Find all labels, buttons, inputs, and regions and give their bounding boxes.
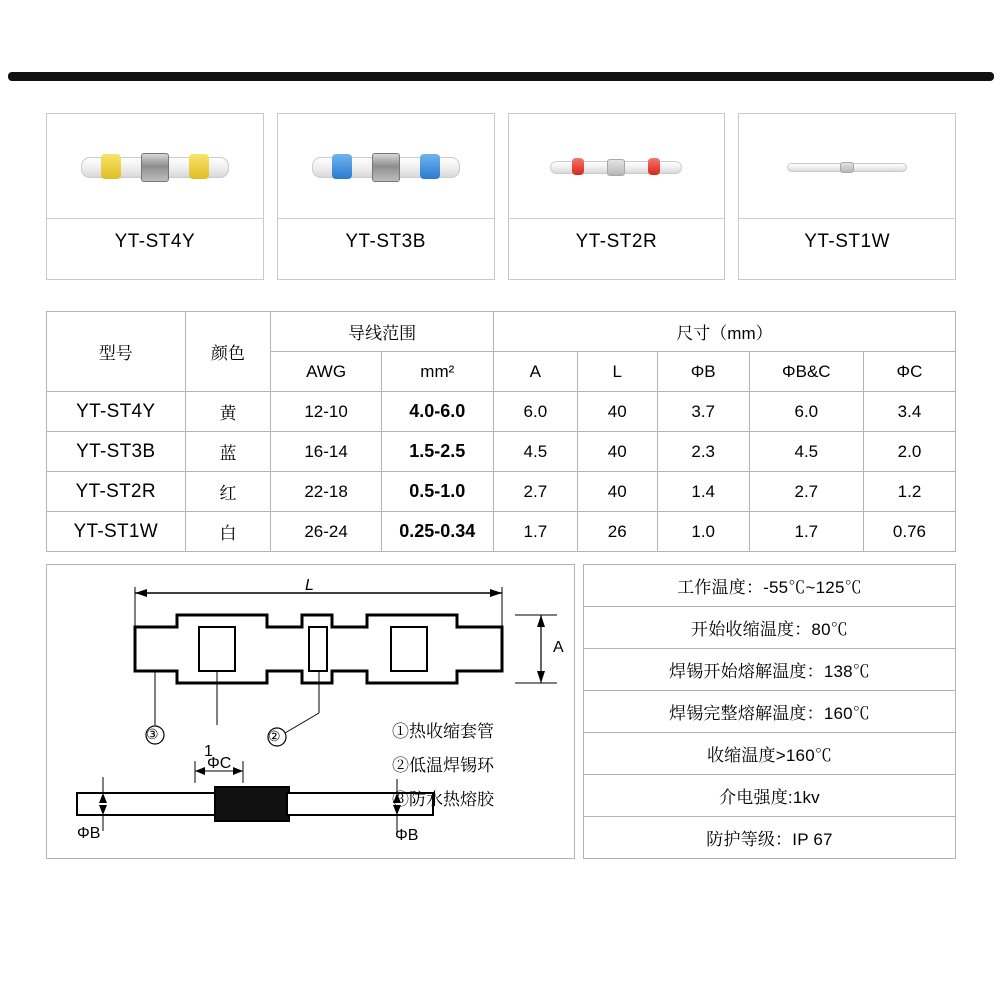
cell-phi-bc: 1.7: [749, 512, 863, 552]
cell-awg: 12-10: [271, 392, 381, 432]
property-row: 焊锡完整熔解温度：160℃: [584, 691, 955, 733]
connector-red-icon: [536, 145, 696, 187]
cell-color: 蓝: [185, 432, 271, 472]
cell-model: YT-ST3B: [47, 432, 186, 472]
cell-l: 40: [577, 472, 657, 512]
cell-awg: 16-14: [271, 432, 381, 472]
cell-color: 白: [185, 512, 271, 552]
properties-list: [583, 564, 956, 859]
cell-phi-bc: 4.5: [749, 432, 863, 472]
table-row: [47, 432, 956, 472]
technical-drawing: [46, 564, 575, 859]
cell-a: 1.7: [493, 512, 577, 552]
dimension-label-phi-b-right: ΦB: [395, 827, 419, 844]
header-a: A: [493, 352, 577, 392]
diagram-legend: [392, 715, 494, 817]
callout-label-2: ②: [268, 728, 281, 744]
cell-phi-c: 2.0: [863, 432, 955, 472]
cell-phi-b: 1.0: [657, 512, 749, 552]
card-divider: [47, 218, 263, 219]
cell-a: 4.5: [493, 432, 577, 472]
table-row: [47, 472, 956, 512]
header-phi-bc: ΦB&C: [749, 352, 863, 392]
header-awg: AWG: [271, 352, 381, 392]
cell-l: 40: [577, 392, 657, 432]
cell-l: 40: [577, 432, 657, 472]
dimension-label-l: L: [305, 577, 314, 594]
connector-image: [509, 114, 725, 218]
product-card-label: YT-ST1W: [804, 231, 891, 252]
product-card-label: YT-ST3B: [345, 231, 426, 252]
header-phi-c: ΦC: [863, 352, 955, 392]
dimension-label-phi-b-left: ΦB: [77, 825, 101, 842]
cell-awg: 26-24: [271, 512, 381, 552]
header-wire-range: 导线范围: [271, 312, 493, 352]
cell-phi-bc: 2.7: [749, 472, 863, 512]
callout-label-1: 1: [204, 743, 213, 760]
table-row: [47, 512, 956, 552]
table-row: [47, 392, 956, 432]
product-card[interactable]: [46, 113, 264, 280]
specification-table: [46, 311, 956, 552]
product-card-label: YT-ST2R: [575, 231, 658, 252]
connector-white-icon: [767, 145, 927, 187]
cell-phi-b: 3.7: [657, 392, 749, 432]
dimension-label-a: A: [553, 639, 564, 656]
cell-mm2: 0.5-1.0: [381, 472, 493, 512]
property-row: 工作温度：-55℃~125℃: [584, 565, 955, 607]
property-row: 防护等级：IP 67: [706, 830, 833, 849]
top-divider-bar: [8, 72, 994, 81]
product-card-label: YT-ST4Y: [114, 231, 196, 252]
legend-item: ①热收缩套管: [392, 722, 494, 741]
dimension-label-phi-c: ΦC: [207, 755, 232, 772]
product-card[interactable]: [738, 113, 956, 280]
header-mm2: mm²: [381, 352, 493, 392]
header-color: 颜色: [185, 312, 271, 392]
cell-a: 6.0: [493, 392, 577, 432]
cell-l: 26: [577, 512, 657, 552]
cell-phi-c: 1.2: [863, 472, 955, 512]
callout-label-3: ③: [146, 726, 159, 742]
connector-image: [47, 114, 263, 218]
cell-phi-bc: 6.0: [749, 392, 863, 432]
cell-mm2: 4.0-6.0: [381, 392, 493, 432]
connector-image: [739, 114, 955, 218]
card-divider: [278, 218, 494, 219]
header-phi-b: ΦB: [657, 352, 749, 392]
connector-image: [278, 114, 494, 218]
card-divider: [739, 218, 955, 219]
property-row: 介电强度:1kv: [584, 775, 955, 817]
cell-mm2: 1.5-2.5: [381, 432, 493, 472]
cell-a: 2.7: [493, 472, 577, 512]
cell-color: 黄: [185, 392, 271, 432]
cell-awg: 22-18: [271, 472, 381, 512]
cell-model: YT-ST1W: [47, 512, 186, 552]
cell-phi-c: 0.76: [863, 512, 955, 552]
cell-mm2: 0.25-0.34: [381, 512, 493, 552]
card-divider: [509, 218, 725, 219]
legend-item: ③防水热熔胶: [392, 790, 494, 809]
connector-yellow-icon: [75, 145, 235, 187]
cell-model: YT-ST2R: [47, 472, 186, 512]
product-card[interactable]: [277, 113, 495, 280]
connector-blue-icon: [306, 145, 466, 187]
property-row: 收缩温度>160℃: [584, 733, 955, 775]
product-card[interactable]: [508, 113, 726, 280]
bottom-section: [46, 564, 956, 859]
product-cards: [46, 113, 956, 280]
table-header-row: [47, 312, 956, 352]
cell-color: 红: [185, 472, 271, 512]
header-l: L: [577, 352, 657, 392]
cell-model: YT-ST4Y: [47, 392, 186, 432]
property-row: 开始收缩温度：80℃: [584, 607, 955, 649]
drawing-svg: [47, 565, 574, 858]
cell-phi-c: 3.4: [863, 392, 955, 432]
header-model: 型号: [47, 312, 186, 392]
header-size: 尺寸（mm）: [493, 312, 955, 352]
cell-phi-b: 2.3: [657, 432, 749, 472]
property-row: 焊锡开始熔解温度：138℃: [584, 649, 955, 691]
cell-phi-b: 1.4: [657, 472, 749, 512]
legend-item: ②低温焊锡环: [392, 756, 494, 775]
